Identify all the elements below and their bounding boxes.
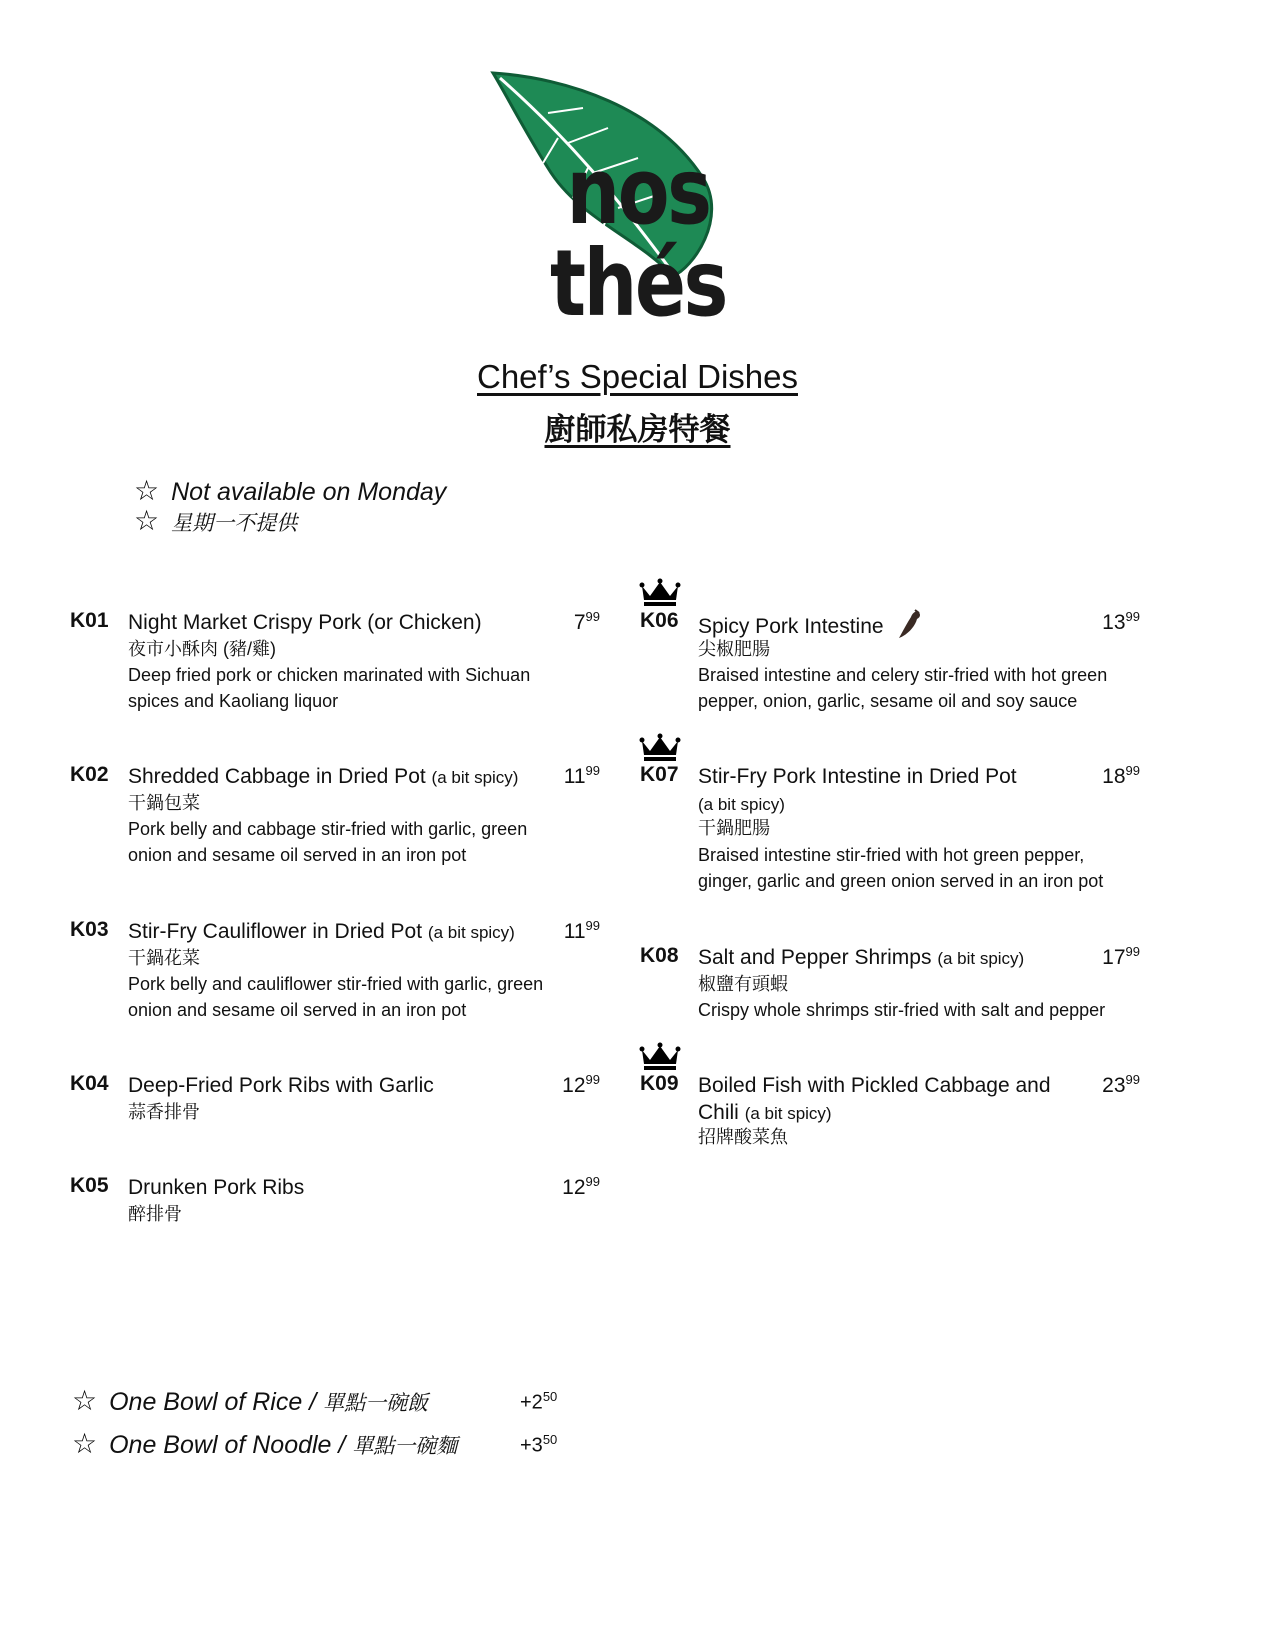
star-icon: ☆ [134,505,160,536]
addon-rice-price: $+2^{50}$ [520,1389,558,1414]
crown-icon [638,1042,682,1072]
star-icon: ☆ [72,1428,98,1459]
logo [488,68,788,337]
addon-noodle-price: $+3^{50}$ [520,1432,558,1457]
chili-pepper-icon [895,609,923,639]
availability-notice-chinese: ☆ 星期一不提供 [134,505,298,536]
star-icon: ☆ [72,1385,98,1416]
page-title: Chef’s Special Dishes [477,358,798,395]
addon-noodle: ☆ One Bowl of Noodle / 單點一碗麵 [72,1428,458,1459]
logo-text: nos thés [549,138,726,337]
star-icon: ☆ [134,475,160,506]
crown-icon [638,733,682,763]
addon-rice: ☆ One Bowl of Rice / 單點一碗飯 [72,1385,429,1416]
availability-notice: ☆ Not available on Monday [134,475,447,506]
page-title-chinese: 廚師私房特餐 [544,412,731,447]
crown-icon [638,578,682,608]
